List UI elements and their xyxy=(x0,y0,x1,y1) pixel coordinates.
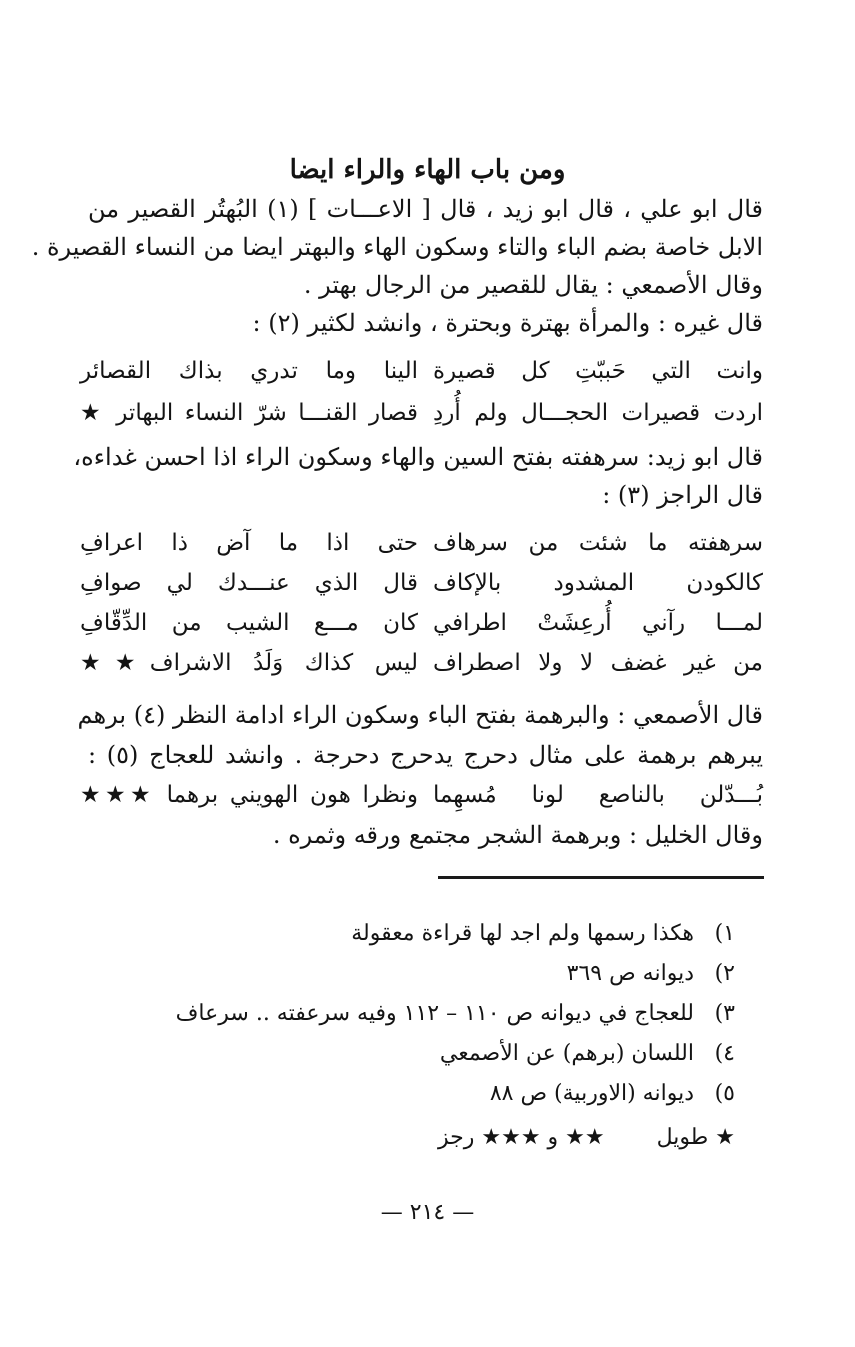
para2-line-2: قال الراجز (٣) : xyxy=(602,481,763,509)
verse-first-hemistich: من غير غضف لا ولا اصطراف xyxy=(433,650,763,676)
verse-second-hemistich: كان مـــع الشيب من الدِّقّافِ xyxy=(80,610,418,636)
footnote xyxy=(120,1038,735,1070)
footnote xyxy=(120,918,735,950)
footnote-number: ٢) xyxy=(714,961,735,986)
verse-second-hemistich: حتى اذا ما آض ذا اعرافِ xyxy=(80,530,418,556)
para3-line-2: يبرهم برهمة على مثال دحرج يدحرج دحرجة . وانشد للعجاج (٥) : xyxy=(88,741,763,769)
legend-tawil: ★ طويل xyxy=(656,1125,735,1150)
footnote-text: اللسان (برهم) عن الأصمعي xyxy=(439,1041,694,1066)
verse-second-hemistich: الينا وما تدري بذاك القصائر xyxy=(80,358,418,384)
para1-line-4: قال غيره : والمرأة بهترة وبحترة ، وانشد لكثير (٢) : xyxy=(252,309,763,337)
footnote-number: ٣) xyxy=(714,1001,735,1026)
footnote-text: للعجاج في ديوانه ص ١١٠ – ١١٢ وفيه سرعفته .. سرعاف xyxy=(175,1001,694,1026)
para3-line-1: قال الأصمعي : والبرهمة بفتح الباء وسكون الراء ادامة النظر (٤) برهم xyxy=(77,701,763,729)
para1-line-1: قال ابو علي ، قال ابو زيد ، قال [ الاعـــات ] (١) البُهتُر القصير من xyxy=(88,195,763,223)
footnote-text: ديوانه ص ٣٦٩ xyxy=(566,961,694,986)
verse-second-hemistich: قال الذي عنـــدك لي صوافِ xyxy=(80,570,418,596)
verse-first-hemistich: كالكودن المشدود بالإكاف xyxy=(433,570,763,596)
para1-line-2: الابل خاصة بضم الباء والتاء وسكون الهاء والبهتر ايضا من النساء القصيرة . xyxy=(31,233,763,261)
meter-legend xyxy=(300,1122,735,1154)
footnote xyxy=(120,1078,735,1110)
para1-line-3: وقال الأصمعي : يقال للقصير من الرجال بهتر . xyxy=(303,271,763,299)
section-heading: ومن باب الهاء والراء ايضا xyxy=(289,155,566,185)
verse-first-hemistich: وانت التي حَببّتِ كل قصيرة xyxy=(433,358,763,384)
para4-line: وقال الخليل : وبرهمة الشجر مجتمع ورقه وثمره . xyxy=(272,821,763,849)
para2-line-1: قال ابو زيد: سرهفته بفتح السين والهاء وسكون الراء اذا احسن غداءه، xyxy=(73,443,763,471)
legend-rajaz: ★★ و ★★★ رجز xyxy=(438,1125,605,1150)
verse-second-hemistich: قصار القنـــا شرّ النساء البهاتر ★ xyxy=(80,400,418,426)
footnote-number: ٤) xyxy=(714,1041,735,1066)
page-number: — ٢١٤ — xyxy=(380,1200,475,1225)
footnote-number: ٥) xyxy=(714,1081,735,1106)
footnote-number: ١) xyxy=(714,921,735,946)
footnote xyxy=(120,958,735,990)
verse-first-hemistich: بُـــدّلن بالناصع لونا مُسهِما xyxy=(433,782,763,808)
verse-second-hemistich: ونظرا هون الهويني برهما ★★★ xyxy=(80,782,418,808)
verse-first-hemistich: لمـــا رآني أُرعِشَتْ اطرافي xyxy=(433,610,763,636)
footnote-divider xyxy=(438,876,764,879)
verse-first-hemistich: اردت قصيرات الحجـــال ولم أُردِ xyxy=(433,400,763,426)
verse-first-hemistich: سرهفته ما شئت من سرهاف xyxy=(433,530,763,556)
verse-second-hemistich: ليس كذاك وَلَدُ الاشراف★★ xyxy=(80,650,418,676)
footnote-text: ديوانه (الاوربية) ص ٨٨ xyxy=(489,1081,694,1106)
footnote-text: هكذا رسمها ولم اجد لها قراءة معقولة xyxy=(351,921,694,946)
footnote xyxy=(120,998,735,1030)
